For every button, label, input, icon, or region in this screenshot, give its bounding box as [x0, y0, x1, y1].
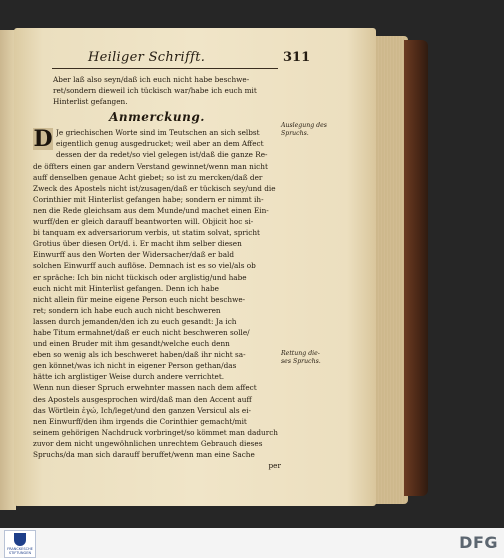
text-line: de öffters einen gar andern Verstand gewinnet/wenn man nicht: [33, 161, 268, 171]
text-line: Spruchs/da man sich darauff beruffet/wenn man eine Sache: [33, 450, 255, 459]
commentary-text: [33, 127, 281, 471]
text-line: nen Einwurff/den ihm irgends die Corinthier gemacht/mit: [33, 416, 247, 426]
text-line: nicht allein für meine eigene Person euch nicht beschwe-: [33, 294, 246, 304]
dfg-logo[interactable]: DFG: [459, 533, 498, 552]
text-line: er spräche: Ich bin nicht tückisch oder arglistig/und habe: [33, 272, 247, 282]
text-line: des Apostels ausgesprochen wird/daß man den Accent auff: [33, 394, 252, 404]
scripture-verse: [33, 74, 281, 107]
text-line: euch nicht mit Hinterlist gefangen. Denn ich habe: [33, 283, 219, 293]
drop-cap-initial: D: [33, 126, 53, 153]
margin-note-defense: Rettung die-ses Spruchs.: [281, 350, 321, 365]
text-line: wurff/den er gleich darauff beantworten will. Objicit hoc si-: [33, 217, 254, 227]
running-title: Heiliger Schrifft.: [88, 50, 206, 65]
text-line: seinem gehörigen Nachdruck vorbringet/so kömmet man dadurch: [33, 427, 278, 437]
text-line: Corinthier mit Hinterlist gefangen habe; sondern er nimmt ih-: [33, 194, 264, 204]
section-heading: Anmerckung.: [109, 110, 205, 125]
verse-line: Hinterlist gefangen.: [53, 97, 128, 107]
text-line: habe Titum ermahnet/daß er euch nicht beschweren solle/: [33, 327, 250, 337]
page-number: 311: [283, 50, 311, 65]
text-line: ret; sondern ich habe euch auch nicht beschweren: [33, 305, 221, 315]
text-line: solchen Einwurff auch auflöse. Demnach ist es so viel/als ob: [33, 261, 256, 271]
text-line: auff denselben genaue Acht giebet; so ist zu mercken/daß der: [33, 172, 263, 182]
logo-text: FRANCKESCHE STIFTUNGEN: [7, 547, 33, 555]
text-line: Einwurff aus den Worten der Widersacher/daß er bald: [33, 250, 235, 260]
shield-icon: [14, 533, 26, 546]
catchword: per: [268, 461, 281, 471]
verse-line: ret/sondern dieweil ich tückisch war/habe ich euch mit: [53, 86, 257, 96]
text-line: hätte ich arglistiger Weise durch andere verrichtet.: [33, 372, 225, 382]
text-line: Wenn nun dieser Spruch erwehnter massen nach dem affect: [33, 383, 257, 393]
text-line: gen könnet/was ich nicht in eigener Person gethan/das: [33, 361, 237, 371]
text-line: eigentlich genug ausgedrucket; weil aber an dem Affect: [56, 139, 264, 149]
text-line: nen die Rede gleichsam aus dem Munde/und machet einen Ein-: [33, 205, 269, 215]
margin-note-interpretation: Auslegung des Spruchs.: [281, 122, 327, 137]
header-rule: [52, 68, 278, 69]
text-line: Grotius über diesen Ort/d. i. Er macht ihm selber diesen: [33, 239, 242, 249]
text-line: bi tanquam ex adversariorum verbis, ut statim solvat, spricht: [33, 228, 260, 238]
text-line: und einen Bruder mit ihm gesandt/welche euch denn: [33, 339, 230, 349]
text-line: Je griechischen Worte sind im Teutschen an sich selbst: [56, 128, 260, 138]
page-body: [33, 74, 281, 471]
viewer-footer: [0, 528, 504, 558]
page-stack: [374, 36, 408, 504]
text-line: das Wörtlein ἐγώ, Ich/leget/und den ganzen Versicul als ei-: [33, 405, 252, 415]
text-line: dessen der da redet/so viel gelegen ist/daß die ganze Re-: [56, 150, 268, 160]
text-line: lassen durch jemanden/den ich zu euch gesandt: Ja ich: [33, 316, 237, 326]
text-line: zuvor dem nicht ungewöhnlichen unrechtem Gebrauch dieses: [33, 438, 263, 448]
franckesche-stiftungen-logo[interactable]: [4, 530, 36, 558]
verse-line: Aber laß also seyn/daß ich euch nicht habe beschwe-: [53, 75, 250, 84]
text-line: Zweck des Apostels nicht ist/zusagen/daß er tückisch sey/und die: [33, 183, 276, 193]
book-cover: [404, 40, 428, 496]
text-line: eben so wenig als ich beschweret haben/daß ihr nicht sa-: [33, 350, 246, 360]
